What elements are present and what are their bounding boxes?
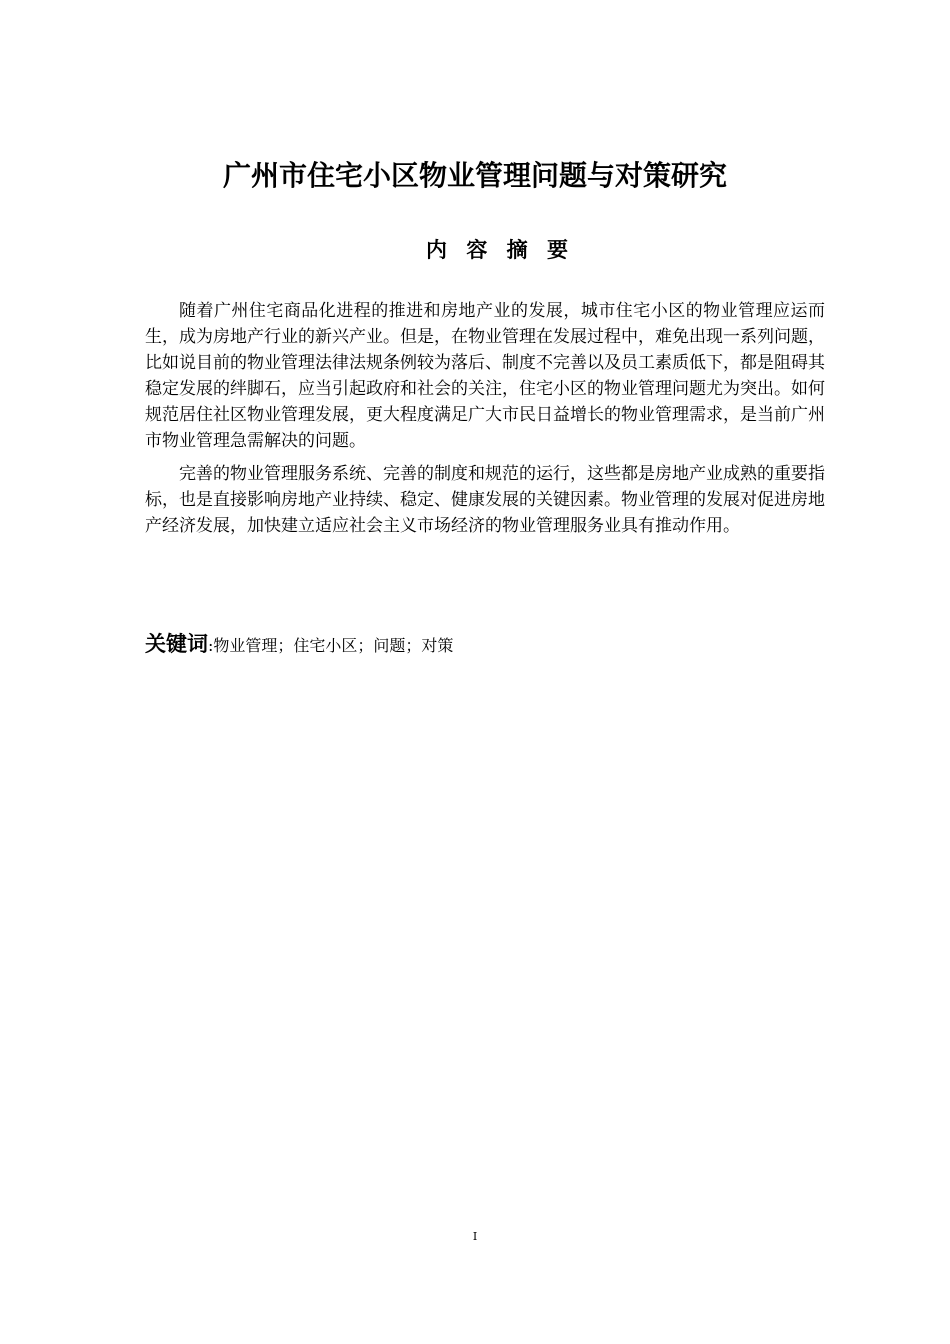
- abstract-paragraph-2: 完善的物业管理服务系统、完善的制度和规范的运行，这些都是房地产业成熟的重要指标，也是直接影响房地产业持续、稳定、健康发展的关键因素。物业管理的发展对促进房地产经济发展，加快建立适应社会主义市场经济的物业管理服务业具有推动作用。: [145, 464, 825, 536]
- abstract-body: [145, 298, 825, 546]
- keywords-label: 关键词: [145, 632, 208, 656]
- page-number: I: [472, 1230, 478, 1243]
- keywords-value: 物业管理；住宅小区；问题；对策: [213, 636, 454, 655]
- document-title: 广州市住宅小区物业管理问题与对策研究: [222, 159, 727, 192]
- abstract-heading: 内 容 摘 要: [426, 238, 574, 262]
- keywords-line: [145, 628, 825, 658]
- keywords-separator: :: [208, 636, 214, 655]
- abstract-paragraph-1: 随着广州住宅商品化进程的推进和房地产业的发展，城市住宅小区的物业管理应运而生，成为房地产行业的新兴产业。但是，在物业管理在发展过程中，难免出现一系列问题，比如说目前的物业管理法律法规条例较为落后、制度不完善以及员工素质低下，都是阻碍其稳定发展的绊脚石，应当引起政府和社会的关注，住宅小区的物业管理问题尤为突出。如何规范居住社区物业管理发展，更大程度满足广大市民日益增长的物业管理需求，是当前广州市物业管理急需解决的问题。: [145, 301, 825, 451]
